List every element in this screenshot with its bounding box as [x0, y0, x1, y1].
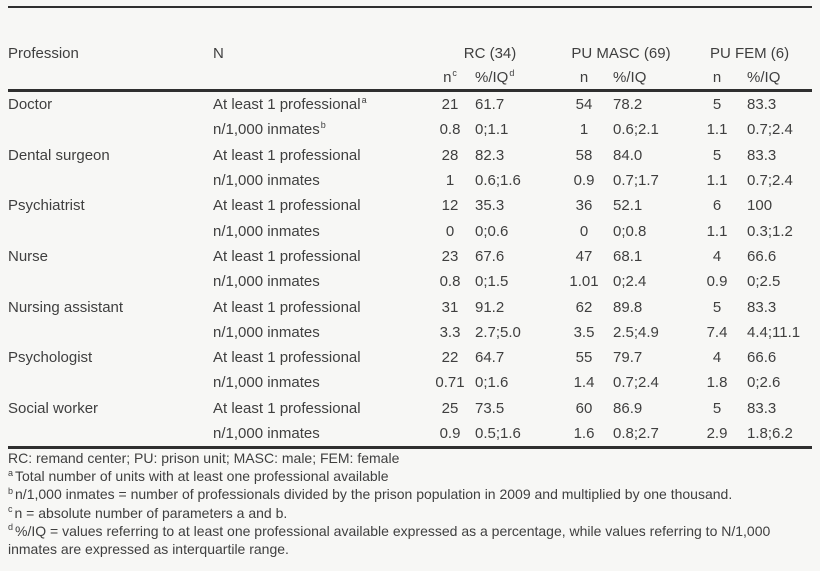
cell-masc-iq: 78.2 — [613, 96, 643, 114]
profession-cell — [8, 320, 213, 345]
sub-header-rc-iq: $\%/IQ^d$ — [475, 65, 555, 91]
row-doctor-availability — [8, 91, 812, 118]
cell-rc-iq: 0;1.6 — [475, 374, 509, 392]
cell-rc-iq: 61.7 — [475, 96, 505, 114]
row-doctor-rate — [8, 117, 812, 142]
cell-rc-n: 0.9 — [425, 421, 475, 448]
cell-masc-n: 60 — [575, 399, 593, 417]
footnote-d: $^d$ %/IQ = values referring to at least one professional available expressed as a percentage, while values referring to N/1,000 inmates are expressed as interquartile range. — [8, 522, 771, 558]
measure-cell: n/1,000 inmates$^b$ — [213, 120, 326, 139]
cell-fem-iq: 66.6 — [747, 349, 777, 367]
profession-cell — [8, 218, 213, 243]
abbreviations-note: RC: remand center; PU: prison unit; MASC: male; FEM: female — [8, 450, 400, 466]
cell-masc-iq: 0;2.4 — [613, 273, 647, 291]
sub-header-rc-n: $n^c$ — [425, 65, 475, 91]
sub-header-masc-iq: %/IQ — [613, 65, 687, 91]
cell-masc-n: 36 — [575, 197, 593, 215]
cell-masc-n: 0.9 — [573, 172, 595, 190]
cell-masc-n: 3.5 — [573, 323, 595, 341]
cell-fem-iq: 0.7;2.4 — [747, 121, 793, 139]
cell-masc-iq: 0.7;2.4 — [613, 374, 659, 392]
cell-masc-n: 1.01 — [569, 273, 599, 291]
cell-masc-iq: 0.8;2.7 — [613, 421, 687, 448]
profession-cell: Doctor — [8, 96, 53, 114]
cell-fem-n: 4 — [712, 247, 722, 265]
cell-masc-iq: 2.5;4.9 — [613, 323, 659, 341]
cell-rc-iq: 2.7;5.0 — [475, 323, 521, 341]
sub-header-empty — [213, 65, 425, 91]
row-dental-surgeon-availability — [8, 143, 812, 168]
cell-masc-iq: 0;0.8 — [613, 222, 647, 240]
cell-rc-n: 0.8 — [439, 121, 461, 139]
row-dental-surgeon-rate — [8, 168, 812, 193]
group-header-rc: RC (34) — [463, 45, 517, 62]
row-psychologist-availability — [8, 345, 812, 370]
measure-cell: At least 1 professional$^a$ — [213, 95, 367, 114]
measure-cell: n/1,000 inmates — [213, 172, 320, 190]
cell-masc-n: 55 — [575, 349, 593, 367]
cell-fem-iq: 66.6 — [747, 247, 777, 265]
cell-masc-iq: 68.1 — [613, 247, 643, 265]
cell-fem-n: 5 — [712, 298, 722, 316]
cell-fem-iq: 0;2.6 — [747, 374, 781, 392]
cell-rc-n: 0 — [445, 222, 455, 240]
professionals-table — [8, 32, 812, 449]
profession-cell: Psychiatrist — [8, 197, 85, 215]
row-social-worker-rate — [8, 421, 812, 448]
row-psychiatrist-availability — [8, 193, 812, 218]
cell-fem-n: 0.9 — [706, 273, 728, 291]
cell-rc-n: 0.8 — [439, 273, 461, 291]
cell-rc-n: 23 — [441, 247, 459, 265]
cell-rc-n: 31 — [441, 298, 459, 316]
row-nurse-rate — [8, 269, 812, 294]
cell-fem-iq: 4.4;11.1 — [747, 323, 801, 341]
cell-masc-iq: 52.1 — [613, 197, 643, 215]
cell-fem-n: 1.1 — [706, 121, 728, 139]
cell-masc-n: 0 — [579, 222, 589, 240]
cell-masc-n: 1 — [579, 121, 589, 139]
cell-rc-iq: 0.6;1.6 — [475, 172, 521, 190]
col-header-n: N — [213, 45, 224, 62]
cell-fem-n: 5 — [712, 399, 722, 417]
cell-fem-n: 2.9 — [687, 421, 747, 448]
cell-masc-iq: 86.9 — [613, 399, 643, 417]
row-social-worker-availability — [8, 396, 812, 421]
footnote-b: $^b$ n/1,000 inmates = number of professionals divided by the prison population in 2009 and multiplied by one thousand. — [8, 485, 733, 503]
measure-cell: n/1,000 inmates — [213, 374, 320, 392]
cell-masc-iq: 89.8 — [613, 298, 643, 316]
cell-rc-iq: 0;1.5 — [475, 273, 509, 291]
cell-fem-iq: 0.3;1.2 — [747, 222, 793, 240]
cell-fem-n: 1.1 — [706, 172, 728, 190]
col-header-profession: Profession — [8, 45, 79, 62]
sub-header-masc-n: n — [555, 65, 613, 91]
sub-header-fem-n: n — [687, 65, 747, 91]
cell-rc-iq: 91.2 — [475, 298, 505, 316]
group-header-pu-masc: PU MASC (69) — [571, 45, 671, 62]
cell-fem-n: 5 — [712, 96, 722, 114]
cell-rc-n: 28 — [441, 146, 459, 164]
measure-cell: At least 1 professional — [213, 247, 361, 265]
cell-masc-iq: 0.6;2.1 — [613, 121, 659, 139]
cell-fem-n: 5 — [712, 146, 722, 164]
measure-cell: n/1,000 inmates — [213, 273, 320, 291]
profession-cell: Psychologist — [8, 349, 93, 367]
profession-cell — [8, 269, 213, 294]
cell-fem-n: 7.4 — [706, 323, 728, 341]
cell-masc-n: 1.4 — [573, 374, 595, 392]
cell-rc-iq: 35.3 — [475, 197, 505, 215]
profession-cell — [8, 370, 213, 395]
cell-rc-n: 0.71 — [435, 374, 465, 392]
cell-masc-n: 1.6 — [555, 421, 613, 448]
measure-cell: n/1,000 inmates — [213, 323, 320, 341]
cell-rc-iq: 73.5 — [475, 399, 505, 417]
footnote-c: $^c$ n = absolute number of parameters a and b. — [8, 503, 288, 521]
cell-rc-iq: 0;0.6 — [475, 222, 509, 240]
cell-fem-n: 1.1 — [706, 222, 728, 240]
profession-cell: Dental surgeon — [8, 146, 110, 164]
cell-masc-n: 54 — [575, 96, 593, 114]
cell-fem-n: 6 — [712, 197, 722, 215]
cell-rc-n: 25 — [441, 399, 459, 417]
measure-cell: n/1,000 inmates — [213, 222, 320, 240]
sub-header-empty — [8, 65, 213, 91]
cell-rc-n: 22 — [441, 349, 459, 367]
cell-rc-n: 1 — [445, 172, 455, 190]
row-psychologist-rate — [8, 370, 812, 395]
profession-cell: Nurse — [8, 247, 49, 265]
cell-masc-iq: 84.0 — [613, 146, 643, 164]
row-nursing-assistant-rate — [8, 320, 812, 345]
cell-fem-iq: 83.3 — [747, 298, 777, 316]
cell-fem-n: 1.8 — [706, 374, 728, 392]
cell-masc-iq: 79.7 — [613, 349, 643, 367]
cell-fem-iq: 1.8;6.2 — [747, 421, 812, 448]
cell-rc-iq: 64.7 — [475, 349, 505, 367]
cell-fem-iq: 0.7;2.4 — [747, 172, 793, 190]
cell-rc-iq: 67.6 — [475, 247, 505, 265]
cell-masc-n: 47 — [575, 247, 593, 265]
measure-cell: At least 1 professional — [213, 197, 361, 215]
cell-rc-iq: 0.5;1.6 — [475, 421, 555, 448]
row-psychiatrist-rate — [8, 218, 812, 243]
group-header-row — [8, 32, 812, 65]
cell-masc-n: 58 — [575, 146, 593, 164]
profession-cell: Nursing assistant — [8, 298, 124, 316]
measure-cell: n/1,000 inmates — [213, 421, 425, 448]
footnotes — [8, 449, 802, 558]
cell-rc-n: 3.3 — [439, 323, 461, 341]
row-nursing-assistant-availability — [8, 294, 812, 319]
measure-cell: At least 1 professional — [213, 399, 361, 417]
measure-cell: At least 1 professional — [213, 298, 361, 316]
profession-cell — [8, 421, 213, 448]
cell-fem-iq: 100 — [747, 197, 773, 215]
cell-rc-iq: 0;1.1 — [475, 121, 509, 139]
cell-masc-n: 62 — [575, 298, 593, 316]
sub-header-row — [8, 65, 812, 91]
cell-fem-iq: 83.3 — [747, 96, 777, 114]
cell-fem-iq: 0;2.5 — [747, 273, 781, 291]
group-header-pu-fem: PU FEM (6) — [709, 45, 790, 62]
profession-cell — [8, 168, 213, 193]
cell-masc-iq: 0.7;1.7 — [613, 172, 659, 190]
measure-cell: At least 1 professional — [213, 349, 361, 367]
cell-rc-n: 12 — [441, 197, 459, 215]
cell-fem-n: 4 — [712, 349, 722, 367]
cell-rc-iq: 82.3 — [475, 146, 505, 164]
profession-cell: Social worker — [8, 399, 99, 417]
measure-cell: At least 1 professional — [213, 146, 361, 164]
cell-fem-iq: 83.3 — [747, 146, 777, 164]
profession-cell — [8, 117, 213, 142]
footnote-a: $^a$ Total number of units with at least one professional available — [8, 467, 389, 485]
table-top-rule — [8, 6, 812, 8]
sub-header-fem-iq: %/IQ — [747, 65, 812, 91]
row-nurse-availability — [8, 244, 812, 269]
cell-fem-iq: 83.3 — [747, 399, 777, 417]
cell-rc-n: 21 — [441, 96, 459, 114]
